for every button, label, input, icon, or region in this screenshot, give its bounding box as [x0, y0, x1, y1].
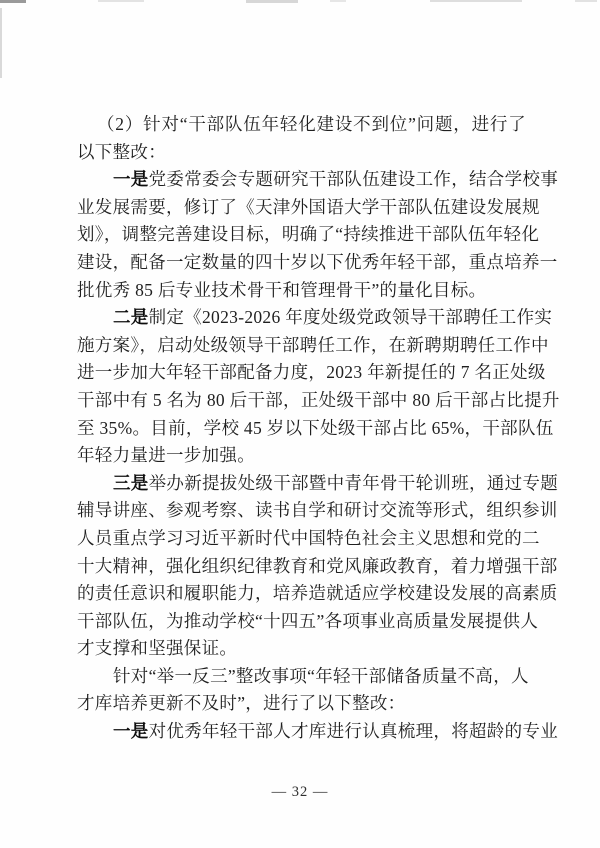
line-text: 年轻力量进一步加强。	[77, 445, 255, 466]
line-text: （2）针对“干部队伍年轻化建设不到位”问题，进行了	[97, 114, 526, 134]
scan-artifact	[246, 0, 298, 3]
line-text: 辅导讲座、参观考察、读书自学和研讨交流等形式，组织参训	[77, 500, 558, 521]
text-line	[77, 166, 559, 194]
paragraph	[77, 663, 529, 718]
line-text: 制定《2023-2026 年度处级党政领导干部聘任工作实	[148, 307, 553, 328]
page-number: — 32 —	[271, 784, 329, 800]
text-line	[77, 553, 558, 581]
line-text: 才库培养更新不及时”，进行了以下整改：	[77, 693, 406, 714]
text-line	[77, 635, 526, 663]
text-line	[77, 525, 540, 553]
line-text: 批优秀 85 后专业技术骨干和管理骨干”的量化目标。	[77, 279, 487, 300]
paragraph	[77, 470, 559, 663]
text-line	[77, 718, 559, 746]
emphasis-marker: 二是	[113, 307, 149, 328]
emphasis-marker: 一是	[113, 721, 149, 742]
text-line	[77, 580, 558, 608]
scan-artifact	[575, 0, 597, 2]
scan-artifact	[0, 8, 2, 78]
text-line	[77, 194, 540, 222]
text-line	[77, 359, 546, 387]
line-text: 至 35%。目前，学校 45 岁以下处级干部占比 65%，干部队伍	[77, 417, 554, 438]
line-text: 进一步加大年轻干部配备力度，2023 年新提任的 7 名正处级	[77, 362, 546, 383]
line-text: 举办新提拔处级干部暨中青年骨干轮训班，通过专题	[148, 472, 559, 493]
paragraph	[77, 166, 559, 304]
text-line	[77, 304, 553, 332]
text-line	[77, 663, 529, 691]
line-text: 干部队伍，为推动学校“十四五”各项事业高质量发展提供人	[77, 610, 539, 631]
text-line	[77, 221, 540, 249]
paragraph	[77, 111, 526, 166]
scan-artifact	[98, 0, 144, 2]
line-text: 的责任意识和履职能力，培养造就适应学校建设发展的高素质	[77, 583, 558, 604]
line-text: 干部中有 5 名为 80 后干部，正处级干部中 80 后干部占比提升	[77, 389, 560, 410]
line-text: 针对“举一反三”整改事项“年轻干部储备质量不高，人	[113, 665, 529, 686]
text-line	[77, 387, 560, 415]
line-text: 才支撑和坚强保证。	[77, 638, 238, 659]
line-text: 划》，调整完善建设目标，明确了“持续推进干部队伍年轻化	[77, 224, 540, 245]
line-text: 建设，配备一定数量的四十岁以下优秀年轻干部，重点培养一	[77, 251, 558, 272]
document-body	[77, 111, 560, 746]
text-line	[77, 415, 554, 443]
line-text: 业发展需要，修订了《天津外国语大学干部队伍建设发展规	[77, 196, 540, 217]
scan-artifact	[430, 0, 522, 2]
line-text: 对优秀年轻干部人才库进行认真梳理，将超龄的专业	[148, 721, 559, 742]
text-line	[77, 249, 558, 277]
scan-artifact	[0, 0, 26, 3]
text-line	[77, 690, 526, 718]
text-line	[77, 277, 526, 305]
paragraph	[77, 304, 560, 470]
scan-artifact	[330, 0, 346, 2]
text-line	[77, 332, 549, 360]
line-text: 以下整改：	[77, 141, 166, 162]
line-text: 党委常委会专题研究干部队伍建设工作，结合学校事	[148, 169, 559, 190]
line-text: 人员重点学习习近平新时代中国特色社会主义思想和党的二	[77, 527, 540, 548]
emphasis-marker: 一是	[113, 169, 149, 190]
text-line	[77, 608, 539, 636]
text-line	[77, 497, 558, 525]
text-line	[77, 470, 559, 498]
text-line	[77, 442, 526, 470]
paragraph	[77, 718, 559, 746]
line-text: 十大精神，强化组织纪律教育和党风廉政教育，着力增强干部	[77, 555, 558, 576]
text-line	[77, 111, 526, 139]
text-line	[77, 139, 526, 167]
emphasis-marker: 三是	[113, 472, 149, 493]
line-text: 施方案》，启动处级领导干部聘任工作，在新聘期聘任工作中	[77, 334, 549, 355]
